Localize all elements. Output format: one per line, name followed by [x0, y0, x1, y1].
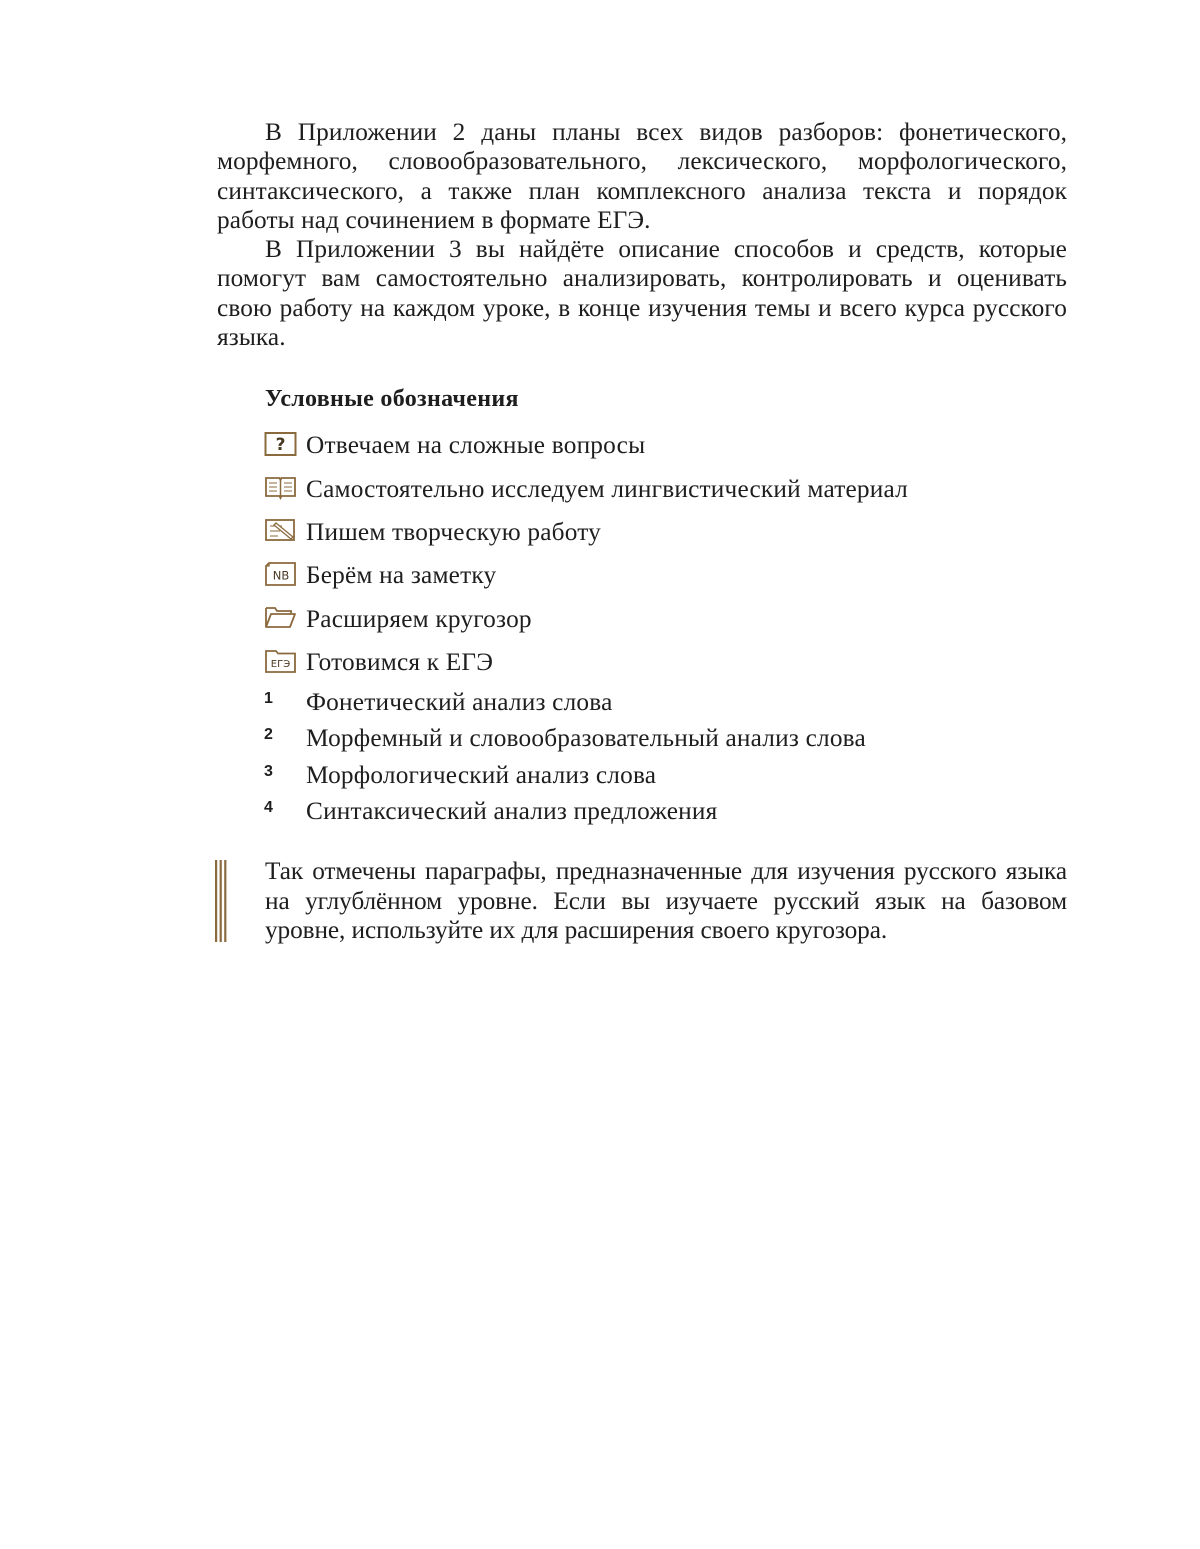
- open-book-icon: [264, 474, 297, 500]
- legend-numbered-list: [264, 688, 866, 833]
- legend-item-label: Пишем творческую работу: [306, 517, 601, 546]
- legend-title: Условные обозначения: [265, 386, 519, 412]
- pencil-paper-icon: [264, 517, 297, 543]
- advanced-level-note: Так отмечены параграфы, предназначенные для изучения русского языка на углублённом уровне. Если вы изучаете русский язык на базовом уровне, используйте их для расширения своего кругозора.: [265, 857, 1067, 944]
- nb-note-icon: [264, 561, 297, 587]
- legend-item-label: Самостоятельно исследуем лингвистический материал: [306, 474, 908, 503]
- folder-icon: [264, 604, 297, 630]
- item-number: 3: [264, 762, 273, 780]
- item-label: Морфемный и словообразовательный анализ слова: [306, 724, 866, 753]
- intro-text: [217, 118, 1067, 352]
- legend-item-label: Расширяем кругозор: [306, 604, 532, 633]
- legend-numbered-item: [264, 761, 866, 797]
- legend-item-questions: [264, 424, 908, 467]
- advanced-level-marker-bars: [215, 860, 227, 942]
- legend-icon-list: [264, 424, 908, 684]
- legend-item-label: Готовимся к ЕГЭ: [306, 648, 494, 677]
- appendix-3-paragraph: В Приложении 3 вы найдёте описание способов и средств, которые помогут вам самостоятельно анализировать, контролировать и оценивать свою работу на каждом уроке, в конце изучения темы и всего курса русского языка.: [217, 235, 1067, 352]
- svg-text:?: ?: [275, 434, 286, 455]
- item-number: 1: [264, 690, 273, 707]
- ege-folder-icon: [264, 648, 297, 674]
- legend-item-notes: [264, 554, 908, 597]
- svg-text:NB: NB: [272, 568, 290, 583]
- item-label: Фонетический анализ слова: [306, 688, 613, 716]
- item-number: 2: [264, 726, 273, 744]
- legend-item-label: Берём на заметку: [306, 561, 497, 590]
- legend-item-ege: [264, 641, 908, 684]
- item-label: Морфологический анализ слова: [306, 760, 657, 789]
- legend-numbered-item: [264, 797, 866, 833]
- svg-text:ЕГЭ: ЕГЭ: [270, 658, 291, 670]
- item-label: Синтаксический анализ предложения: [306, 796, 718, 825]
- legend-item-label: Отвечаем на сложные вопросы: [306, 431, 646, 460]
- legend-item-research: [264, 467, 908, 510]
- item-number: 4: [264, 798, 273, 816]
- appendix-2-paragraph: В Приложении 2 даны планы всех видов разборов: фонетического, морфемного, словообразовательного, лексического, морфологического, синтаксического, а также план комплексного анализа текста и порядок работы над сочинением в формате ЕГЭ.: [217, 118, 1067, 234]
- question-icon: [264, 431, 297, 457]
- legend-item-horizons: [264, 598, 908, 641]
- legend-numbered-item: [264, 688, 866, 724]
- legend-item-creative-work: [264, 511, 908, 554]
- legend-numbered-item: [264, 724, 866, 760]
